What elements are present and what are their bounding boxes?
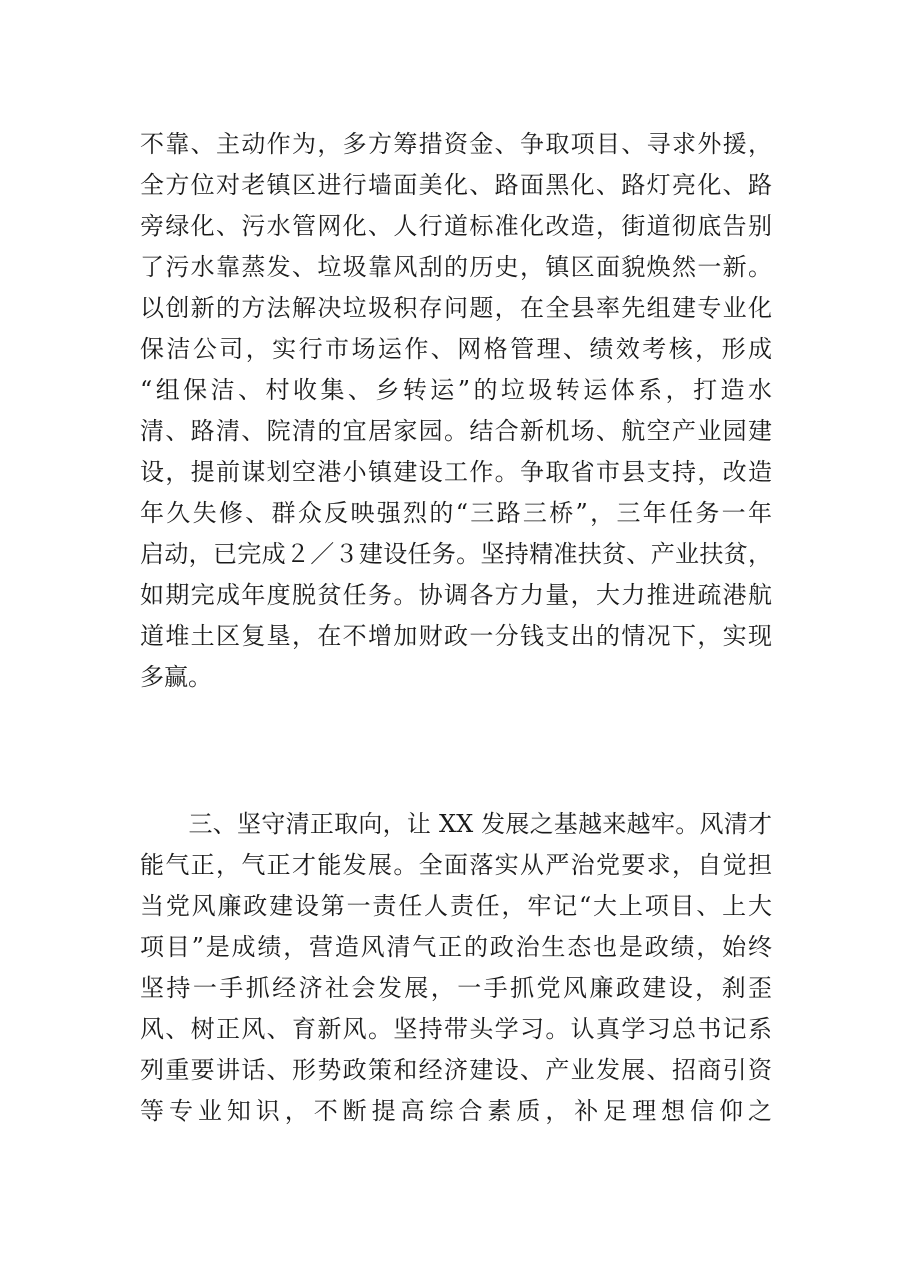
paragraph-2 bbox=[140, 804, 772, 1132]
text-line: 能气正，气正才能发展。全面落实从严治党要求，自觉担 bbox=[140, 851, 772, 879]
text-line: 风、树正风、育新风。坚持带头学习。认真学习总书记系 bbox=[140, 1015, 772, 1043]
text-line: 三、坚守清正取向，让 XX 发展之基越来越牢。风清才 bbox=[140, 810, 772, 838]
text-line: 不靠、主动作为，多方筹措资金、争取项目、寻求外援， bbox=[140, 130, 772, 158]
text-line: 启动，已完成２／３建设任务。坚持精准扶贫、产业扶贫， bbox=[140, 540, 772, 568]
text-line: 多赢。 bbox=[140, 663, 212, 691]
text-line: 等专业知识，不断提高综合素质，补足理想信仰之 bbox=[140, 1097, 772, 1125]
text-line: 项目”是成绩，营造风清气正的政治生态也是政绩，始终 bbox=[140, 933, 772, 961]
text-line: 如期完成年度脱贫任务。协调各方力量，大力推进疏港航 bbox=[140, 581, 772, 609]
text-line: 保洁公司，实行市场运作、网格管理、绩效考核，形成 bbox=[140, 335, 772, 363]
text-line: 了污水靠蒸发、垃圾靠风刮的历史，镇区面貌焕然一新。 bbox=[140, 253, 772, 281]
text-line: 道堆土区复垦，在不增加财政一分钱支出的情况下，实现 bbox=[140, 622, 772, 650]
text-line: 旁绿化、污水管网化、人行道标准化改造，街道彻底告别 bbox=[140, 212, 772, 240]
text-line: “组保洁、村收集、乡转运”的垃圾转运体系，打造水 bbox=[140, 376, 772, 404]
text-line: 以创新的方法解决垃圾积存问题，在全县率先组建专业化 bbox=[140, 294, 772, 322]
text-line: 设，提前谋划空港小镇建设工作。争取省市县支持，改造 bbox=[140, 458, 772, 486]
text-line: 全方位对老镇区进行墙面美化、路面黑化、路灯亮化、路 bbox=[140, 171, 772, 199]
text-line: 清、路清、院清的宜居家园。结合新机场、航空产业园建 bbox=[140, 417, 772, 445]
text-line: 坚持一手抓经济社会发展，一手抓党风廉政建设，刹歪 bbox=[140, 974, 772, 1002]
paragraph-1 bbox=[140, 124, 772, 698]
text-line: 当党风廉政建设第一责任人责任，牢记“大上项目、上大 bbox=[140, 892, 772, 920]
text-line: 年久失修、群众反映强烈的“三路三桥”，三年任务一年 bbox=[140, 499, 772, 527]
text-line: 列重要讲话、形势政策和经济建设、产业发展、招商引资 bbox=[140, 1056, 772, 1084]
